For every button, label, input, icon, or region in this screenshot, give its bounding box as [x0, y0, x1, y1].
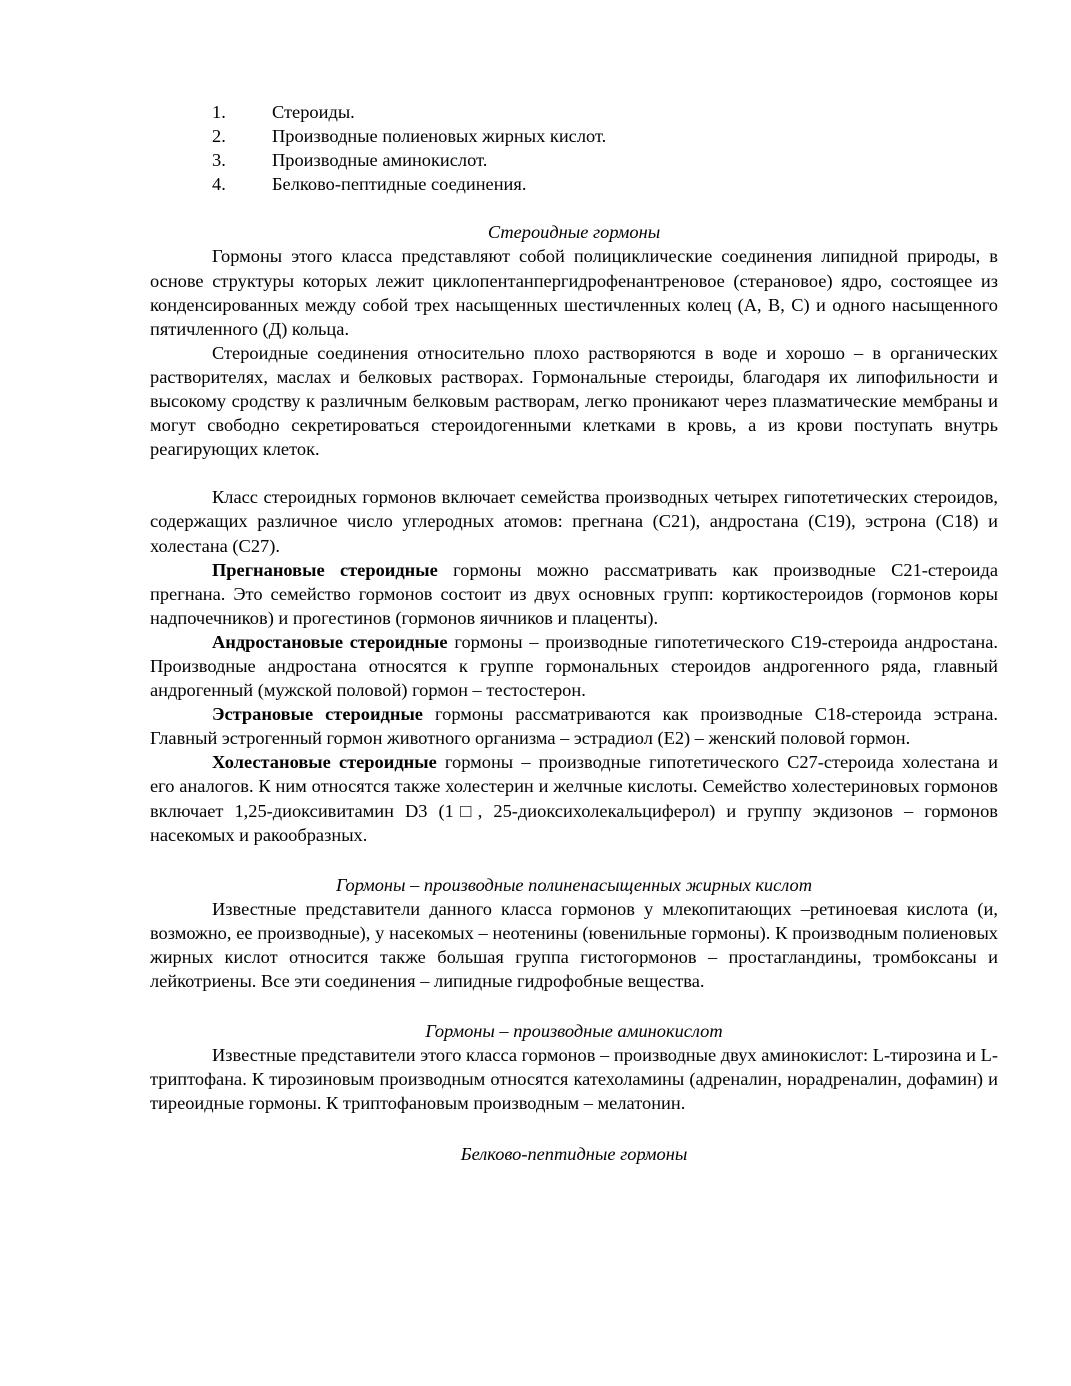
fatty-acid-paragraph: Известные представители данного класса гормонов у млекопитающих –ретиноевая кислота (и, возможно, ее производные), у насекомых – неотенины (ювенильные гормоны). К производным полиеновых жирных кислот относится также большая группа гистогормонов – простагландины, тромбоксаны и лейкотриены. Все эти соединения – липидные гидрофобные вещества. — [150, 898, 998, 992]
list-item-text: Белково-пептидные соединения. — [272, 174, 527, 195]
list-item — [150, 148, 998, 172]
estrane-text: гормоны рассматриваются как производные С18-стероида эстрана. Главный эстрогенный гормон животного организма – эстрадиол (Е2) – женский половой гормон. — [150, 704, 998, 749]
amino-acid-section — [150, 1019, 998, 1115]
list-item-number: 4. — [212, 174, 226, 195]
androstane-text: гормоны – производные гипотетического С19-стероида андростана. Производные андростана относятся к группе гормональных стероидов андрогенного ряда, главный андрогенный (мужской половой) гормон – тестостерон. — [150, 631, 999, 701]
pregnane-paragraph — [150, 558, 998, 630]
androstane-term: Андростановые стероидные — [212, 631, 448, 652]
cholestane-term: Холестановые стероидные — [212, 752, 437, 773]
list-item — [150, 172, 998, 196]
steroid-section — [150, 220, 998, 846]
list-item-number: 2. — [212, 126, 226, 147]
steroid-paragraph-2: Стероидные соединения относительно плохо растворяются в воде и хорошо – в органических растворителях, маслах и белковых растворах. Гормональные стероиды, благодаря их липофильности и высокому сродству к различным белковым растворам, легко проникают через плазматические мембраны и могут свободно секретироваться стероидогенными клетками в кровь, а из крови поступать внутрь реагирующих клеток. — [150, 342, 998, 460]
list-item — [150, 100, 998, 124]
androstane-paragraph — [150, 630, 998, 702]
estrane-paragraph — [150, 702, 998, 750]
section-heading-steroid: Стероидные гормоны — [487, 222, 661, 243]
section-heading-amino-acid: Гормоны – производные аминокислот — [425, 1021, 723, 1042]
pregnane-term: Прегнановые стероидные — [212, 559, 438, 580]
cholestane-text: гормоны – производные гипотетического С27-стероида холестана и его аналогов. К ним относятся также холестерин и желчные кислоты. Семейство холестериновых гормонов включает 1,25-диоксивитамин D3 (1□, 25-диоксихолекальциферол) и группу экдизонов – гормонов насекомых и ракообразных. — [150, 752, 998, 845]
section-heading-fatty-acid: Гормоны – производные полиненасыщенных жирных кислот — [335, 874, 813, 895]
steroid-paragraph-3: Класс стероидных гормонов включает семейства производных четырех гипотетических стероидов, содержащих различное число углеродных атомов: прегнана (С21), андростана (С19), эстрона (С18) и холестана (С27). — [150, 487, 998, 556]
fatty-acid-section — [150, 873, 998, 993]
section-heading-protein-peptide: Белково-пептидные гормоны — [460, 1143, 688, 1164]
steroid-paragraph-1: Гормоны этого класса представляют собой полициклические соединения липидной природы, в основе структуры которых лежит циклопентанпергидрофенантреновое (стерановое) ядро, состоящее из конденсированных между собой трех насыщенных шестичленных колец (А, В, С) и одного насыщенного пятичленного (Д) кольца. — [150, 246, 998, 339]
estrane-term: Эстрановые стероидные — [212, 704, 423, 725]
list-item — [150, 124, 998, 148]
cholestane-paragraph — [150, 750, 998, 846]
list-item-number: 3. — [212, 150, 226, 171]
list-item-text: Производные полиеновых жирных кислот. — [272, 126, 607, 147]
list-item-text: Производные аминокислот. — [272, 150, 488, 171]
protein-peptide-section — [150, 1142, 998, 1166]
amino-acid-paragraph: Известные представители этого класса гормонов – производные двух аминокислот: L-тирозина и L-триптофана. К тирозиновым производным относятся катехоламины (адреналин, норадреналин, дофамин) и тиреоидные гормоны. К триптофановым производным – мелатонин. — [150, 1045, 998, 1114]
list-item-text: Стероиды. — [272, 102, 355, 122]
list-item-number: 1. — [212, 102, 226, 122]
hormone-class-list — [150, 100, 998, 196]
pregnane-text: гормоны можно рассматривать как производные С21-стероида прегнана. Это семейство гормонов состоит из двух основных групп: кортикостероидов (гормонов коры надпочечников) и прогестинов (гормонов яичников и плаценты). — [150, 559, 998, 628]
